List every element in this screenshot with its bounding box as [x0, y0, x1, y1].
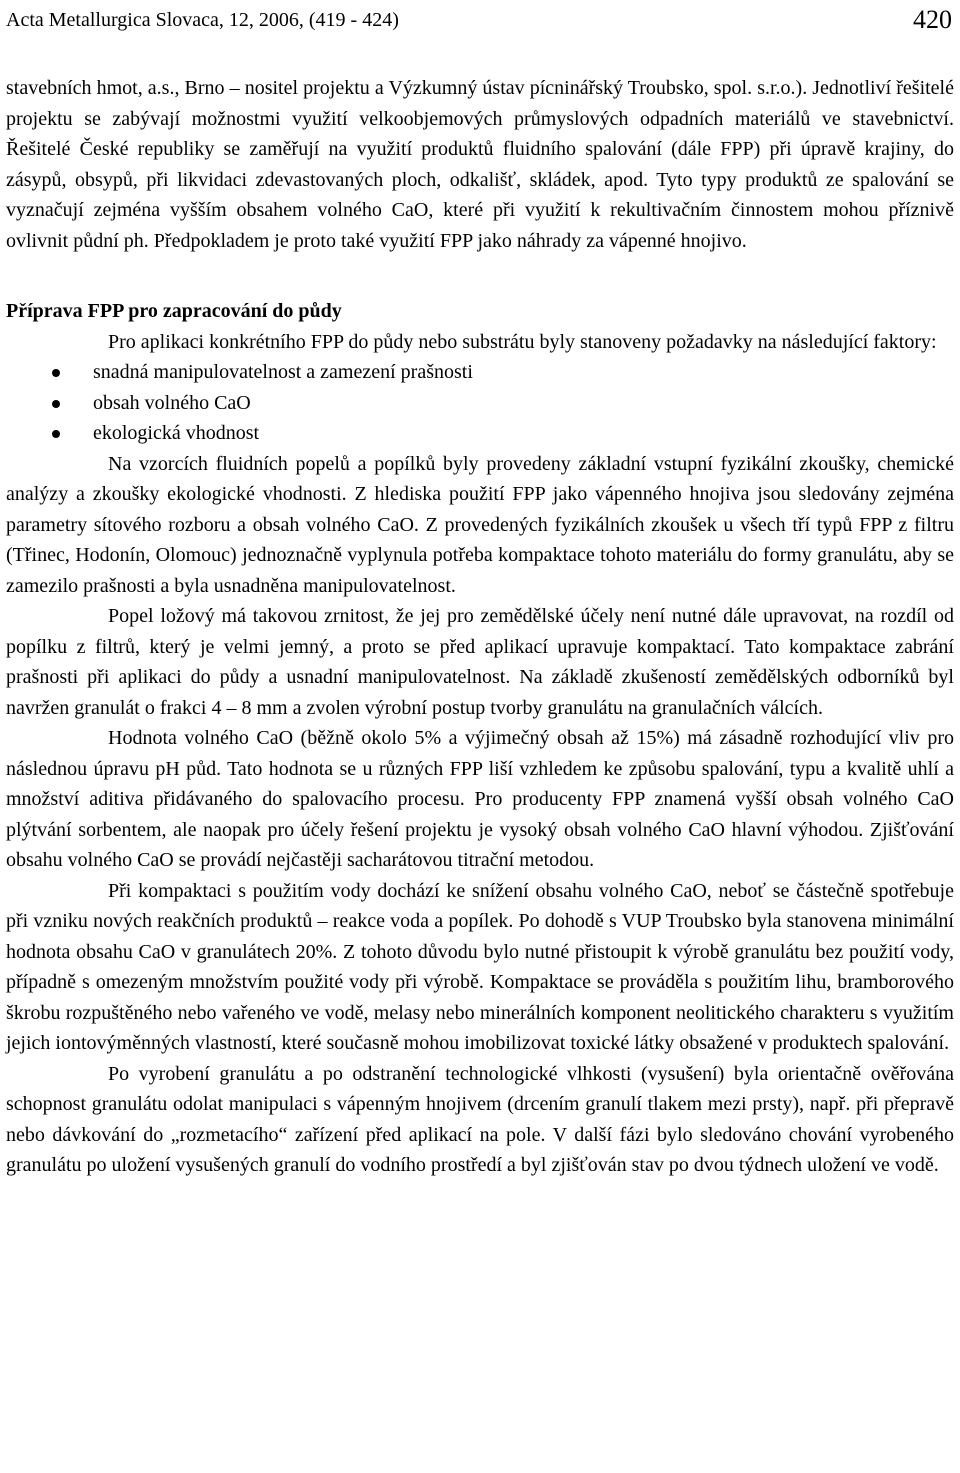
journal-citation: Acta Metallurgica Slovaca, 12, 2006, (419 - 424) — [6, 9, 399, 31]
paragraph-compaction: Při kompaktaci s použitím vody dochází ke snížení obsahu volného CaO, neboť se částečně spotřebuje při vzniku nových reakčních produktů – reakce voda a popílek. Po dohodě s VUP Troubsko byla stanovena minimální hodnota obsahu CaO v granulátech 20%. Z tohoto důvodu bylo nutné přistoupit k výrobě granulátu bez použití vody, případně s omezeným množstvím použité vody při výrobě. Kompaktace se prováděla s použitím lihu, bramborového škrobu rozpuštěného nebo vařeného ve vodě, melasy nebo minerálních komponent neolitického charakteru s využitím jejich iontovýměnných vlastností, které současně mohou imobilizovat toxické látky obsažené v produktech spalování. — [6, 879, 954, 1054]
list-item: ekologická vhodnost — [6, 418, 954, 449]
section-heading: Příprava FPP pro zapracování do půdy — [6, 300, 342, 322]
paragraph-lead: Pro aplikaci konkrétního FPP do půdy nebo substrátu byly stanoveny požadavky na následující faktory: — [108, 330, 937, 353]
list-item: snadná manipulovatelnost a zamezení prašnosti — [6, 357, 954, 388]
paragraph-bed-ash: Popel ložový má takovou zrnitost, že jej pro zemědělské účely není nutné dále upravovat, na rozdíl od popílku z filtrů, který je velmi jemný, a proto se před aplikací upravuje kompaktací. Tato kompaktace zabrání prašnosti při aplikaci do půdy a usnadní manipulovatelnost. Na základě zkušeností zemědělských odborníků byl navržen granulát o frakci 4 – 8 mm a zvolen výrobní postup tvorby granulátu na granulačních válcích. — [6, 605, 954, 719]
paragraph-tests: Na vzorcích fluidních popelů a popílků byly provedeny základní vstupní fyzikální zkoušky, chemické analýzy a zkoušky ekologické vhodnosti. Z hlediska použití FPP jako vápenného hnojiva jsou sledovány zejména parametry sítového rozboru a obsah volného CaO. Z provedených fyzikálních zkoušek u všech tří typů FPP z filtru (Třinec, Hodonín, Olomouc) jednoznačně vyplynula potřeba kompaktace tohoto materiálu do formy granulátu, aby se zamezilo prašnosti a byla usnadněna manipulovatelnost. — [6, 452, 954, 597]
list-item: obsah volného CaO — [6, 388, 954, 419]
paragraph-granulate-testing: Po vyrobení granulátu a po odstranění technologické vlhkosti (vysušení) byla orientačně ověřována schopnost granulátu odolat manipulaci s vápenným hnojivem (drcením granulí tlakem mezi prsty), např. při přepravě nebo dávkování do „rozmetacího“ zařízení před aplikací na pole. V další fázi bylo sledováno chování vyrobeného granulátu po uložení vysušených granulí do vodního prostředí a byl zjišťován stav po dvou týdnech uložení ve vodě. — [6, 1062, 954, 1176]
requirements-list — [6, 357, 954, 449]
paragraph-free-cao: Hodnota volného CaO (běžně okolo 5% a výjimečný obsah až 15%) má zásadně rozhodující vliv pro následnou úpravu pH půd. Tato hodnota se u různých FPP liší vzhledem ke způsobu spalování, typu a kvalitě uhlí a množství aditiva přidávaného do spalovacího procesu. Pro producenty FPP znamená vyšší obsah volného CaO plýtvání sorbentem, ale naopak pro účely řešení projektu je vysoký obsah volného CaO hlavní výhodou. Zjišťování obsahu volného CaO se provádí nejčastěji sacharátovou titrační metodou. — [6, 727, 954, 871]
page-number: 420 — [913, 5, 952, 34]
document-page — [6, 0, 954, 1181]
paragraph-intro: stavebních hmot, a.s., Brno – nositel projektu a Výzkumný ústav pícninářský Troubsko, spol. s.r.o.). Jednotliví řešitelé projektu se zabývají možnostmi využití velkoobjemových průmyslových odpadních materiálů ve stavebnictví. Řešitelé České republiky se zaměřují na využití produktů fluidního spalování (dále FPP) při úpravě krajiny, do zásypů, obsypů, při likvidaci zdevastovaných ploch, odkališť, skládek, apod. Tyto typy produktů ze spalování se vyznačují zejména vyšším obsahem volného CaO, které při využití k rekultivačním činnostem mohou příznivě ovlivnit půdní ph. Předpokladem je proto také využití FPP jako náhrady za vápenné hnojivo. — [6, 77, 954, 252]
page-header — [6, 0, 954, 40]
article-body — [6, 73, 954, 1181]
